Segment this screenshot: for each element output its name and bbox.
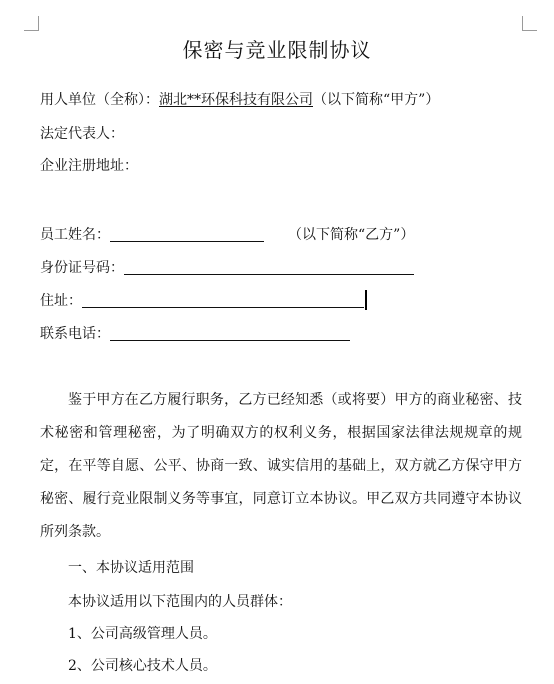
list-item: 2、公司核心技术人员。 [68, 658, 217, 674]
list-item: 1、公司高级管理人员。 [68, 626, 217, 642]
document-title: 保密与竞业限制协议 [182, 38, 372, 62]
employer-label: 用人单位（全称）： [40, 92, 159, 108]
text-cursor [365, 290, 367, 310]
employer-alias: （以下简称“甲方”） [313, 92, 440, 108]
id-label: 身份证号码： [40, 260, 124, 276]
id-blank[interactable] [124, 259, 414, 275]
legal-rep-label: 法定代表人： [40, 126, 124, 142]
employer-name[interactable]: 湖北**环保科技有限公司 [159, 92, 313, 108]
phone-blank[interactable] [110, 325, 350, 341]
address-label: 企业注册地址： [40, 158, 138, 174]
home-address-label: 住址： [40, 293, 82, 309]
home-address-line [40, 290, 367, 311]
home-address-blank[interactable] [82, 292, 364, 308]
section1-heading: 一、本协议适用范围 [68, 560, 194, 576]
address-line [40, 156, 138, 176]
page-corner-mark-right [522, 16, 537, 31]
employer-line [40, 90, 439, 110]
legal-rep-line [40, 124, 124, 144]
employee-alias: （以下简称“乙方”） [288, 227, 415, 243]
page-corner-mark-left [24, 16, 39, 31]
preamble-paragraph: 鉴于甲方在乙方履行职务，乙方已经知悉（或将要）甲方的商业秘密、技术秘密和管理秘密，为了明确双方的权利义务，根据国家法律法规规章的规定，在平等自愿、公平、协商一致、诚实信用的基础上，双方就乙方保守甲方秘密、履行竞业限制义务等事宜，同意订立本协议。甲乙双方共同遵守本协议所列条款。 [40, 392, 522, 540]
employee-name-blank[interactable] [110, 226, 264, 242]
employee-name-line [40, 225, 414, 245]
employee-name-label: 员工姓名： [40, 227, 110, 243]
phone-label: 联系电话： [40, 326, 110, 342]
id-line [40, 258, 414, 278]
phone-line [40, 324, 350, 344]
section1-intro: 本协议适用以下范围内的人员群体： [68, 594, 292, 610]
